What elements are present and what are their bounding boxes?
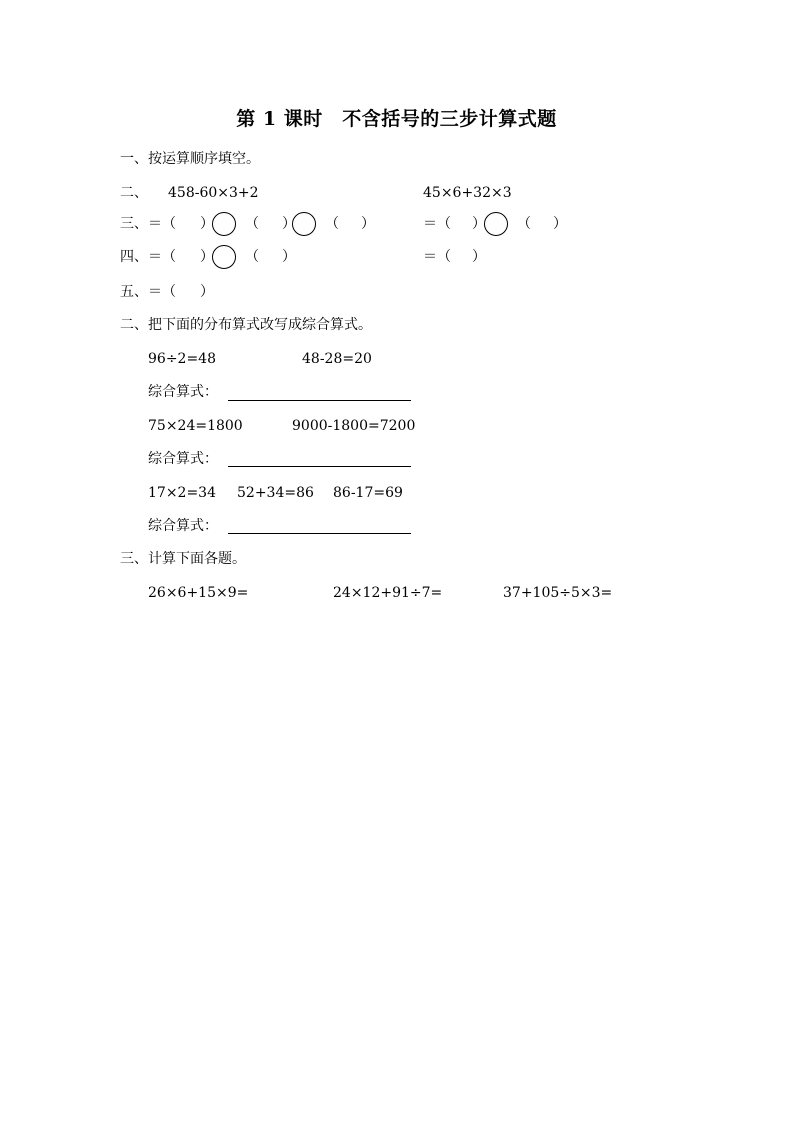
step-equation: 86-17=69 — [333, 485, 403, 501]
row3-paren: ） — [361, 216, 375, 232]
row4-paren: ） — [200, 249, 214, 265]
row5-label: 五、＝（ — [120, 284, 176, 300]
row3-right-paren: （ — [517, 216, 531, 232]
expression-left: 458-60×3+2 — [168, 185, 259, 201]
answer-line[interactable] — [228, 533, 411, 534]
operator-circle[interactable] — [212, 245, 236, 269]
row4-right-paren: ） — [472, 249, 486, 265]
answer-line[interactable] — [228, 400, 411, 401]
row3-right-paren: ） — [472, 216, 486, 232]
operator-circle[interactable] — [292, 212, 316, 236]
row3-right-eq: ＝（ — [423, 216, 451, 232]
step-equation: 48-28=20 — [302, 351, 372, 367]
answer-line[interactable] — [228, 466, 411, 467]
row3-paren: （ — [325, 216, 339, 232]
row4-right-eq: ＝（ — [423, 249, 451, 265]
row3-paren: ） — [200, 216, 214, 232]
operator-circle[interactable] — [212, 212, 236, 236]
step-equation: 9000-1800=7200 — [292, 418, 416, 434]
expression-right: 45×6+32×3 — [423, 185, 512, 201]
row4-paren: （ — [245, 249, 259, 265]
step-equation: 52+34=86 — [237, 485, 314, 501]
row3-paren: ） — [282, 216, 296, 232]
step-equation: 17×2=34 — [148, 485, 216, 501]
row4-label: 四、＝（ — [120, 249, 176, 265]
problem: 26×6+15×9= — [148, 585, 249, 601]
row5-paren: ） — [200, 284, 214, 300]
combined-label: 综合算式： — [148, 384, 218, 400]
combined-label: 综合算式： — [148, 518, 218, 534]
step-equation: 96÷2=48 — [148, 351, 216, 367]
row2-label: 二、 — [120, 185, 148, 201]
section2-heading: 二、把下面的分布算式改写成综合算式。 — [120, 317, 372, 333]
row3-paren: （ — [245, 216, 259, 232]
operator-circle[interactable] — [484, 212, 508, 236]
row3-label: 三、＝（ — [120, 216, 176, 232]
page-title: 第 1 课时 不含括号的三步计算式题 — [236, 108, 557, 130]
section3-heading: 三、计算下面各题。 — [120, 551, 246, 567]
problem: 24×12+91÷7= — [333, 585, 443, 601]
row3-right-paren: ） — [553, 216, 567, 232]
step-equation: 75×24=1800 — [148, 418, 243, 434]
row4-paren: ） — [282, 249, 296, 265]
section1-heading: 一、按运算顺序填空。 — [120, 151, 260, 167]
combined-label: 综合算式： — [148, 451, 218, 467]
problem: 37+105÷5×3= — [503, 585, 613, 601]
